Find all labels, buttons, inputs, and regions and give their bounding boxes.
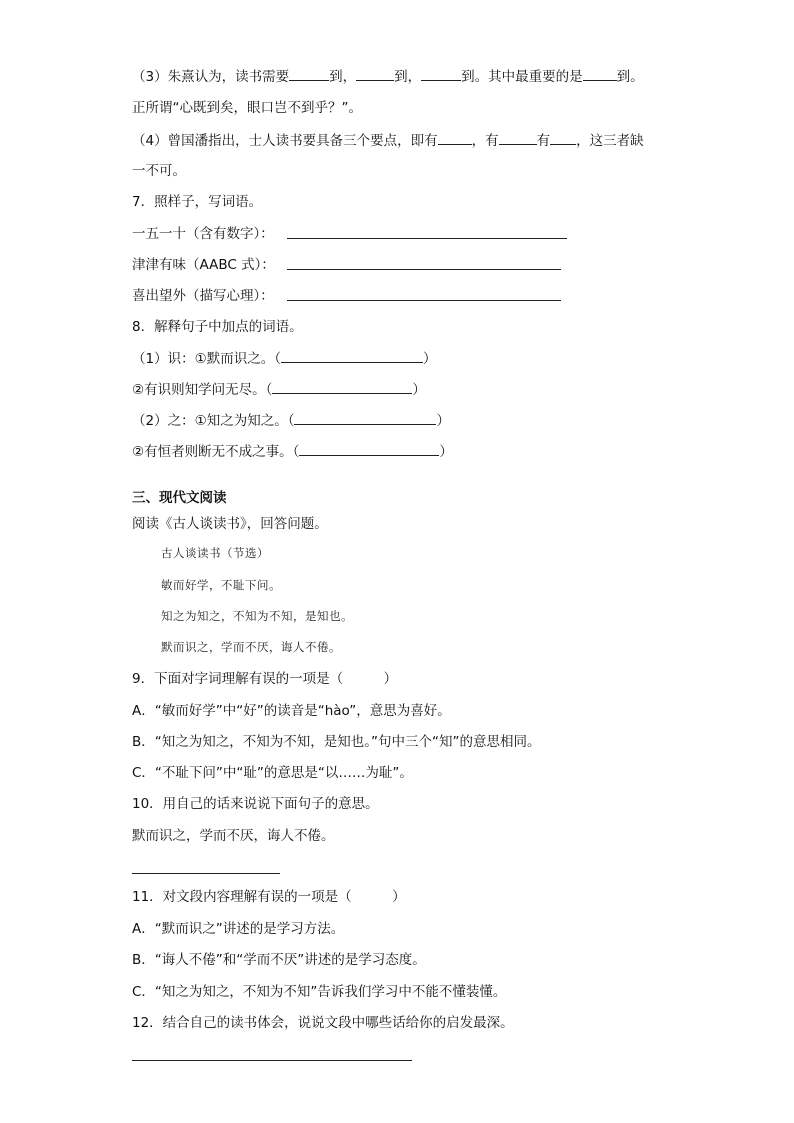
q8-r1: （1）识：①默而识之。（ ） [132, 348, 436, 369]
blank[interactable] [272, 379, 412, 394]
q7-title: 7．照样子，写词语。 [132, 194, 263, 210]
blank[interactable] [421, 66, 461, 81]
blank[interactable] [281, 348, 423, 363]
q9-stem: 9．下面对字词理解有误的一项是（ ） [132, 671, 398, 687]
q6-item3-line2: 正所谓“心既到矣，眼口岂不到乎？”。 [132, 100, 362, 116]
q7-row2: 津津有味（AABC 式）： [132, 257, 275, 273]
section-heading: 三、现代文阅读 [132, 490, 227, 506]
q7-row3: 喜出望外（描写心理）： [132, 288, 274, 304]
q9-option-c[interactable]: C．“不耻下问”中“耻”的意思是“以……为耻”。 [132, 765, 413, 781]
q7-row1: 一五一十（含有数字）： [132, 226, 274, 242]
blank[interactable] [499, 130, 537, 145]
answer-line[interactable] [287, 300, 561, 301]
answer-line[interactable] [132, 1060, 412, 1061]
q12-stem: 12．结合自己的读书体会，说说文段中哪些话给你的启发最深。 [132, 1015, 514, 1031]
q11-option-b[interactable]: B．“诲人不倦”和“学而不厌”讲述的是学习态度。 [132, 952, 426, 968]
blank[interactable] [583, 66, 617, 81]
q9-option-b[interactable]: B．“知之为知之，不知为不知，是知也。”句中三个“知”的意思相同。 [132, 734, 541, 750]
q9-option-a[interactable]: A．“敏而好学”中“好”的读音是“hào”，意思为喜好。 [132, 703, 451, 719]
q11-stem: 11．对文段内容理解有误的一项是（ ） [132, 889, 406, 905]
q8-r2: ②有识则知学问无尽。（ ） [132, 379, 426, 400]
answer-line[interactable] [132, 873, 280, 874]
section-intro: 阅读《古人谈读书》，回答问题。 [132, 516, 328, 532]
q11-option-c[interactable]: C．“知之为知之，不知为不知”告诉我们学习中不能不懂装懂。 [132, 984, 507, 1000]
handwritten-line: 敏而好学，不耻下问。 [161, 578, 281, 592]
q6-item3-line1: （3）朱熹认为，读书需要 到， 到， 到。其中最重要的是 到。 [132, 66, 644, 87]
q10-sentence: 默而识之，学而不厌，诲人不倦。 [132, 828, 335, 844]
q11-option-a[interactable]: A．“默而识之”讲述的是学习方法。 [132, 921, 345, 937]
q6-item4-line2: 一不可。 [132, 163, 186, 179]
handwritten-line: 默而识之，学而不厌，诲人不倦。 [161, 640, 341, 654]
blank[interactable] [550, 130, 576, 145]
blank[interactable] [299, 441, 439, 456]
handwritten-title: 古人谈读书（节选） [161, 546, 269, 560]
blank[interactable] [356, 66, 394, 81]
answer-line[interactable] [287, 238, 567, 239]
blank[interactable] [438, 130, 472, 145]
blank[interactable] [294, 410, 436, 425]
q8-r3: （2）之：①知之为知之。（ ） [132, 410, 450, 431]
handwritten-line: 知之为知之，不知为不知，是知也。 [161, 609, 353, 623]
q6-item4-line1: （4）曾国潘指出，士人读书要具备三个要点，即有 ，有 有 ，这三者缺 [132, 130, 644, 151]
answer-line[interactable] [287, 269, 561, 270]
q8-title: 8．解释句子中加点的词语。 [132, 319, 303, 335]
blank[interactable] [289, 66, 329, 81]
q10-stem: 10．用自己的话来说说下面句子的意思。 [132, 796, 379, 812]
q8-r4: ②有恒者则断无不成之事。（ ） [132, 441, 453, 462]
